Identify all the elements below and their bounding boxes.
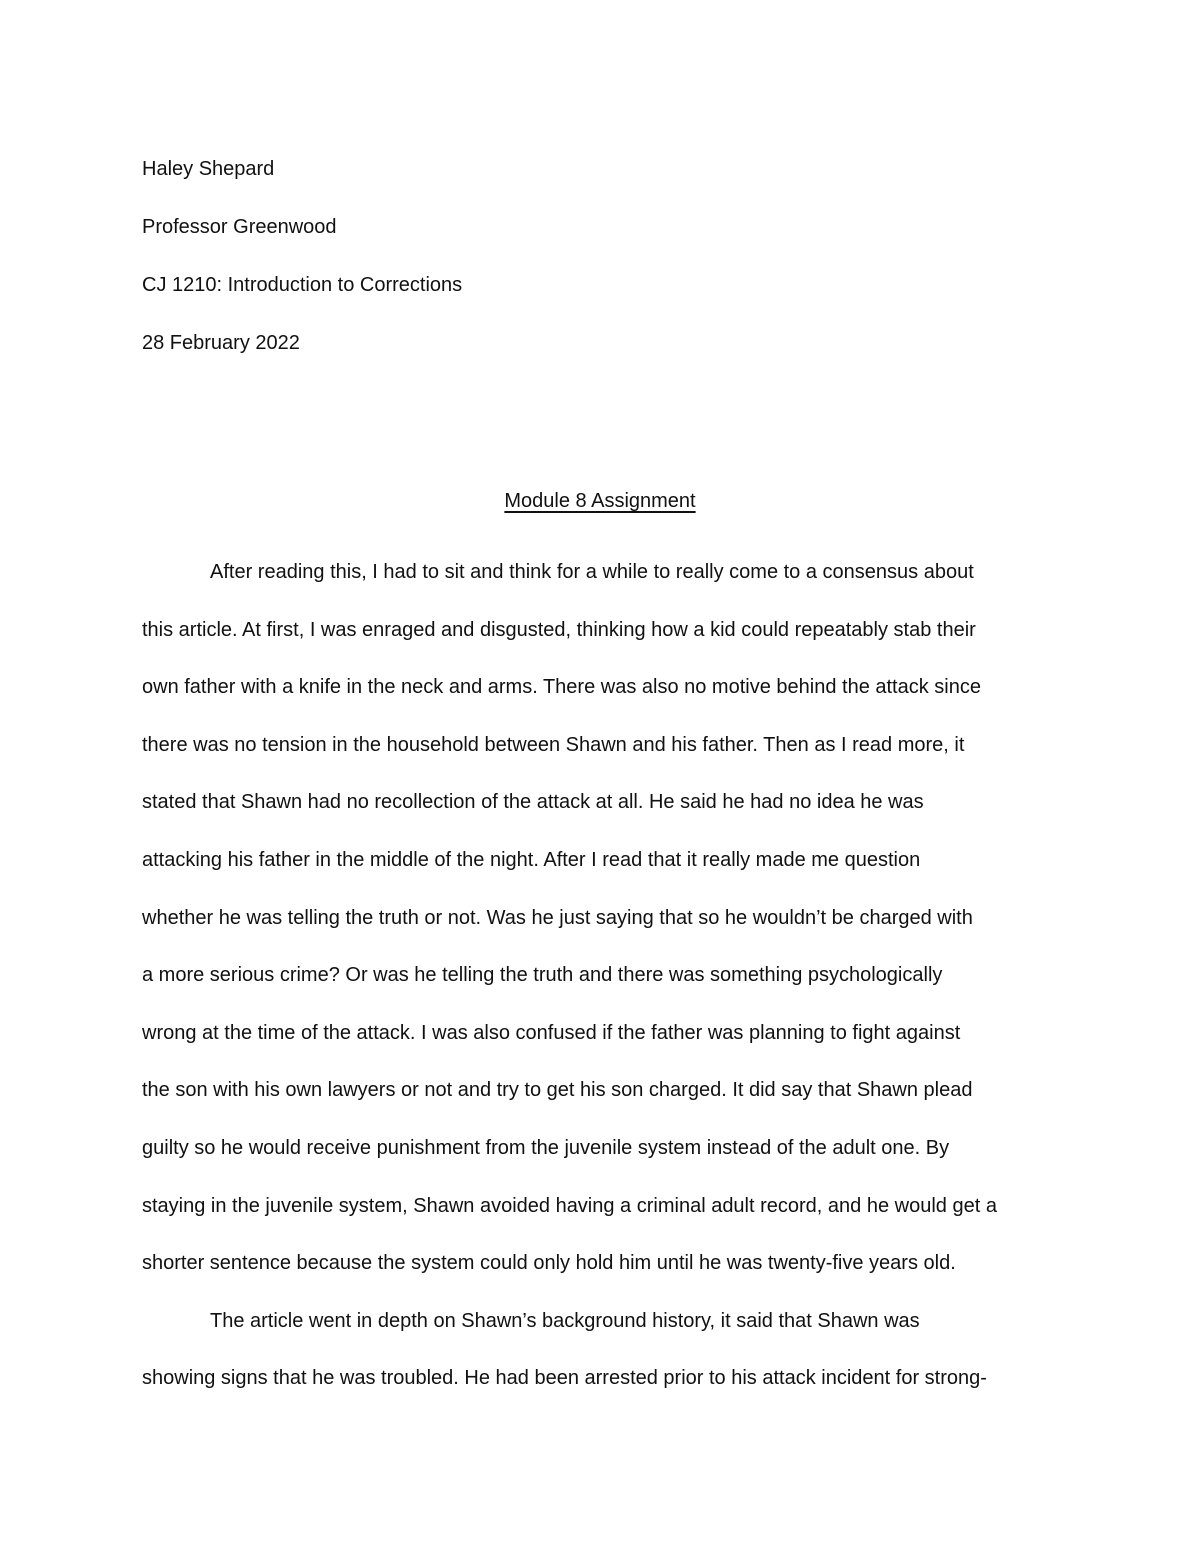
author-name: Haley Shepard [142, 158, 275, 180]
paragraph-1-line-2: this article. At first, I was enraged and disgusted, thinking how a kid could repeatably stab their [142, 618, 976, 641]
paragraph-1-line-9: wrong at the time of the attack. I was also confused if the father was planning to fight against [142, 1021, 961, 1044]
paragraph-1-line-12: staying in the juvenile system, Shawn avoided having a criminal adult record, and he would get a [142, 1194, 997, 1217]
paragraph-1-line-11: guilty so he would receive punishment from the juvenile system instead of the adult one. By [142, 1136, 950, 1159]
document-title: Module 8 Assignment [504, 490, 696, 512]
professor-name: Professor Greenwood [142, 216, 337, 238]
paragraph-1-line-4: there was no tension in the household between Shawn and his father. Then as I read more, it [142, 733, 965, 756]
paragraph-2-line-2: showing signs that he was troubled. He had been arrested prior to his attack incident for strong- [142, 1367, 987, 1390]
paragraph-1-line-7: whether he was telling the truth or not. Was he just saying that so he wouldn’t be charged with [142, 906, 973, 929]
paragraph-1-line-10: the son with his own lawyers or not and try to get his son charged. It did say that Shawn plead [142, 1079, 973, 1102]
heading-block [142, 140, 1062, 372]
paragraph-1-line-13: shorter sentence because the system could only hold him until he was twenty-five years old. [142, 1252, 956, 1275]
paragraph-1-line-3: own father with a knife in the neck and arms. There was also no motive behind the attack since [142, 676, 981, 699]
paragraph-2-line-1: The article went in depth on Shawn’s background history, it said that Shawn was [210, 1309, 920, 1332]
paragraph-1-line-5: stated that Shawn had no recollection of the attack at all. He said he had no idea he was [142, 791, 924, 814]
document-body [142, 544, 1058, 1408]
course-name: CJ 1210: Introduction to Corrections [142, 274, 463, 296]
paragraph-1-line-6: attacking his father in the middle of the night. After I read that it really made me question [142, 848, 921, 871]
paragraph-1-line-8: a more serious crime? Or was he telling the truth and there was something psychologically [142, 964, 943, 987]
paragraph-1-line-1: After reading this, I had to sit and think for a while to really come to a consensus about [210, 561, 974, 583]
document-date: 28 February 2022 [142, 332, 300, 354]
